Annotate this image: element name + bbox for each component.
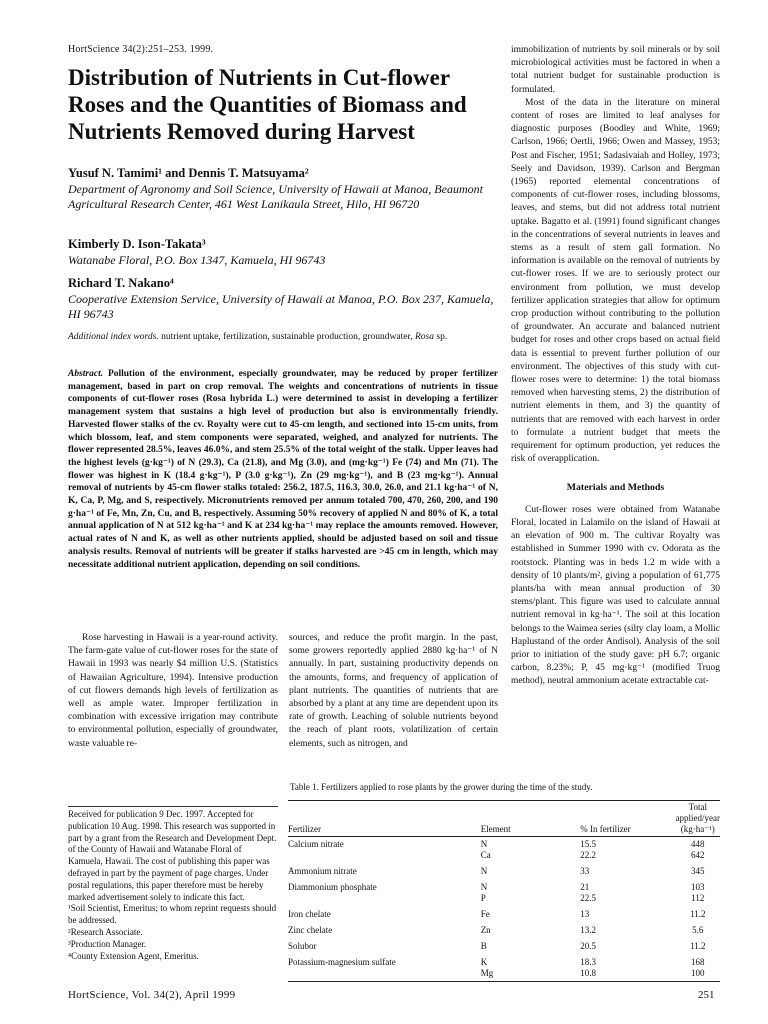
intro-paragraph-start: Rose harvesting in Hawaii is a year-round activity. The farm-gate value of cut-flower roses for the state of Hawaii in 1993 was nearly $4 million U.S. (Statistics of Hawaiian Agriculture, 1994). Intensive production of cut flowers demands high levels of fertilization as well as ample water. Improper fertilization in combination with excessive irrigation may contribute to environmental pollution, especially of groundwater, waste valuable re- bbox=[68, 633, 278, 749]
table-header-row bbox=[288, 801, 720, 837]
footnote-rule bbox=[68, 806, 278, 807]
article-title: Distribution of Nutrients in Cut-flower Roses and the Quantities of Biomass and Nutrients Removed during Harvest bbox=[68, 65, 467, 144]
methods-paragraph: Cut-flower roses were obtained from Watanabe Floral, located in Lalamilo on the island of Hawaii at an elevation of 900 m. The cultivar Royalty was established in Summer 1990 with cv. Odorata as the rootstock. Planting was in beds 1.2 m wide with a density of 10 plants/m², giving a population of 61,775 plants/ha with mean annual production of 30 stems/plant. This figure was used to calculate annual nutrient removal in kg·ha⁻¹. The soil at this location belongs to the Waimea series (silty clay loam, a Mollic Haplustand of the order Andisol). Analysis of the soil prior to initiation of the study gave: pH 6.7; organic carbon, 8.23%; P, 45 mg·kg⁻¹ (modified Truog method), neutral ammonium acetate extractable cat- bbox=[511, 504, 720, 687]
index-words-genus: Rosa bbox=[415, 332, 434, 342]
footnote-1: ¹Soil Scientist, Emeritus; to whom reprint requests should be addressed. bbox=[68, 903, 277, 926]
intro-paragraph-continued: sources, and reduce the profit margin. In the past, some growers reportedly applied 2880 kg·ha⁻¹ of N annually. In part, sustaining productivity depends on the amounts, forms, and frequency of application of plant nutrients. The quantities of nutrients that are absorbed by a plant at any time are dependent upon its rate of growth. Leaching of soluble nutrients beyond the reach of plant roots, volatilization of certain elements, such as nitrogen, and bbox=[289, 633, 498, 749]
footnote-4: ⁴County Extension Agent, Emeritus. bbox=[68, 950, 199, 961]
table-row: Diammonium phosphate N P 21 22.5 103 112 bbox=[288, 882, 705, 903]
table-row: Iron chelate Fe 13 11.2 bbox=[288, 909, 706, 919]
methods-heading: Materials and Methods bbox=[566, 481, 665, 493]
literature-paragraph: Most of the data in the literature on mineral content of roses are limited to leaf analyses for diagnostic purposes (Boodley and White, 1969; Carlson, 1966; Oertli, 1966; Owen and Massey, 1953; Post and Fischer, 1951; Sadasivaiah and Holley, 1973; Seely and Davidson, 1939). Carlson and Bergman (1965) reported elemental concentrations of components of cut-flower roses, including blossoms, leaves, and stems, but did not address total nutrient uptake. Bagatto et al. (1991) found significant changes in the concentrations of several nutrients in leaves and stems as a result of stem gall formation. No information is available on the removal of nutrients by cut-flower roses. If we are to seriously protect our environment from pollution, we must develop fertilizer application strategies that allow for optimum crop production without contributing to the pollution of groundwater. An accurate and balanced nutrient budget for roses and other crops based on actual field data is essential to prevent further pollution of our environment. The objectives of this study with cut-flower roses were to determine: 1) the total biomass removed when harvesting stems, 2) the distribution of nutrient elements in them, and 3) the quantity of nutrients that are removed with each harvest in order to formulate a nutrient budget that meets the requirement for optimum production, yet reduces the risk of overapplication. bbox=[511, 97, 720, 465]
header-element: Element bbox=[459, 801, 555, 837]
table-row: Potassium-magnesium sulfate K Mg 18.3 10.8 168 100 bbox=[288, 952, 720, 982]
affiliation-3: Cooperative Extension Service, University of Hawaii at Manoa, P.O. Box 237, Kamuela, HI 96743 bbox=[68, 292, 494, 321]
fertilizer-table bbox=[288, 800, 720, 982]
index-words-text: nutrient uptake, fertilization, sustainable production, groundwater, bbox=[161, 332, 413, 342]
index-words bbox=[68, 331, 498, 344]
affiliation-2: Watanabe Floral, P.O. Box 1347, Kamuela, HI 96743 bbox=[68, 253, 326, 267]
author-names-1: Yusuf N. Tamimi¹ and Dennis T. Matsuyama² bbox=[68, 166, 309, 180]
footnote-received: Received for publication 9 Dec. 1997. Accepted for publication 10 Aug. 1998. This research was supported in part by a grant from the Research and Development Dept. of the County of Hawaii and Watanabe Floral of Kamuela, Hawaii. The cost of publishing this paper was defrayed in part by the payment of page charges. Under postal regulations, this paper therefore must be hereby marked advertisement solely to indicate this fact. bbox=[68, 809, 277, 902]
author-names-2: Kimberly D. Ison-Takata³ bbox=[68, 237, 206, 251]
abstract bbox=[68, 368, 498, 571]
header-fertilizer: Fertilizer bbox=[288, 801, 459, 837]
table-row: Ammonium nitrate N 33 345 bbox=[288, 866, 705, 876]
body-column-1 bbox=[68, 632, 278, 751]
body-column-3 bbox=[511, 44, 720, 689]
journal-reference: HortScience 34(2):251–253. 1999. bbox=[68, 44, 214, 55]
index-words-genus-suffix: sp. bbox=[436, 332, 448, 342]
table-row: Solubor B 20.5 11.2 bbox=[288, 941, 706, 951]
intro-paragraph-end: immobilization of nutrients by soil minerals or by soil microbiological activities must be factored in when a total nutrient budget for sustainable production is formulated. bbox=[511, 45, 720, 95]
index-words-label: Additional index words. bbox=[68, 332, 159, 342]
header-percent: % In fertilizer bbox=[554, 801, 675, 837]
footnote-3: ³Production Manager. bbox=[68, 938, 147, 949]
footer-journal: HortScience, Vol. 34(2), April 1999 bbox=[68, 989, 236, 1001]
footnotes bbox=[68, 806, 278, 962]
header-total: Total applied/year (kg·ha⁻¹) bbox=[676, 801, 720, 837]
affiliation-1: Department of Agronomy and Soil Science, University of Hawaii at Manoa, Beaumont Agricultural Research Center, 461 West Lanikaula Street, Hilo, HI 96720 bbox=[68, 182, 483, 211]
table-row: Calcium nitrate N Ca 15.5 22.2 448 642 bbox=[288, 839, 705, 860]
abstract-text: Pollution of the environment, especially groundwater, may be reduced by proper fertilizer management, based in part on crop removal. The weights and concentrations of nutrients in tissue components of cut-flower roses (Rosa hybrida L.) were determined to assist in developing a fertilizer management system that sustains a high level of production but also is environmentally friendly. Harvested flower stalks of the cv. Royalty were cut to 45-cm length, and sectioned into 15-cm units, from which blossom, leaf, and stem components were separated, weighed, and analyzed for nutrients. The flower represented 28.5%, leaves 46.0%, and stem 25.5% of the total weight of the stalk. Upper leaves had the highest levels (g·kg⁻¹) of N (29.3), Ca (21.8), and Mg (3.0), and (mg·kg⁻¹) Fe (74) and Mn (71). The flower was highest in K (18.4 g·kg⁻¹), P (3.0 g·kg⁻¹), Zn (29 mg·kg⁻¹), and B (23 mg·kg⁻¹). Annual removal of nutrients by 45-cm flower stalks totaled: 256.2, 187.5, 116.3, 30.0, 26.0, and 21.1 kg·ha⁻¹ of N, K, Ca, P, Mg, and S, respectively. Micronutrients removed per annum totaled 700, 470, 260, 200, and 190 g·ha⁻¹ of Fe, Mn, Zn, Cu, and B, respectively. Assuming 50% recovery of applied N and 80% of K, a total annual application of N at 512 kg·ha⁻¹ and K at 234 kg·ha⁻¹ may replace the amounts removed. However, actual rates of N and K, as well as other nutrients applied, should be adjusted based on soil and tissue analysis results. Removal of nutrients will be greater if stalks harvested are >45 cm in length, which may necessitate additional nutrient application, depending on soil conditions. bbox=[68, 369, 499, 570]
table-caption: Table 1. Fertilizers applied to rose plants by the grower during the time of the study. bbox=[290, 782, 593, 792]
footnote-2: ²Research Associate. bbox=[68, 926, 143, 937]
abstract-label: Abstract. bbox=[68, 369, 104, 379]
table-row: Zinc chelate Zn 13.2 5.6 bbox=[288, 925, 704, 935]
body-column-2 bbox=[289, 632, 498, 751]
page-number: 251 bbox=[698, 989, 715, 1001]
author-names-3: Richard T. Nakano⁴ bbox=[68, 276, 174, 290]
